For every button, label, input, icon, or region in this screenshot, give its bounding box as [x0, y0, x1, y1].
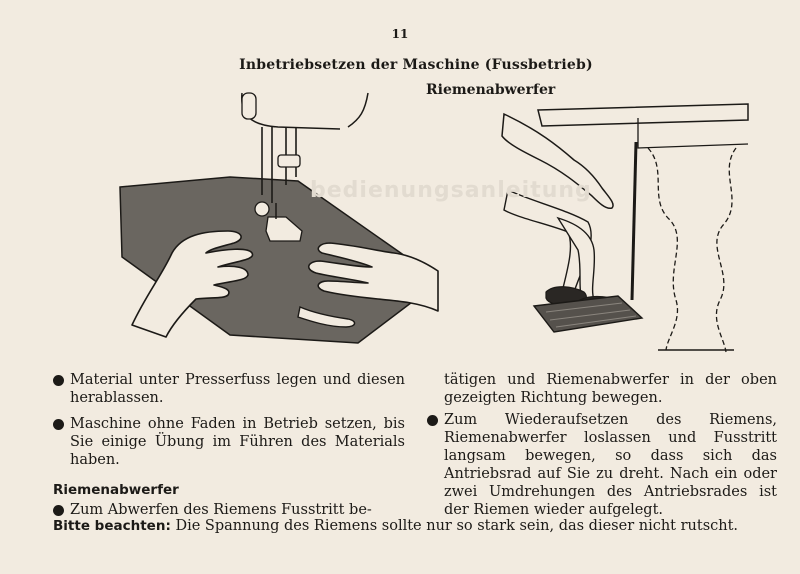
note [53, 518, 738, 534]
page-title: Inbetriebsetzen der Maschine (Fussbetrieb) [239, 57, 593, 73]
note-label: Bitte beachten: [53, 518, 171, 534]
list-item: Maschine ohne Faden in Betrieb setzen, bis Sie einige Übung im Führen des Materials haben. [53, 415, 405, 469]
bullet-icon [53, 375, 64, 386]
sewing-hands-illustration [110, 85, 440, 350]
list-item: Material unter Presserfuss legen und diesen herablassen. [53, 371, 405, 407]
watermark: bedienungsanleitung [310, 178, 592, 203]
list-item: Zum Wiederaufsetzen des Riemens, Riemenabwerfer loslassen und Fusstritt langsam bewegen, so dass sich das Antriebsrad auf Sie zu dreht. Nach ein oder zwei Umdrehungen des Antriebsrades ist der Riemen wieder aufgelegt. [427, 411, 777, 519]
subheading: Riemenabwerfer [53, 482, 179, 498]
right-column [427, 371, 777, 527]
note-text: Die Spannung des Riemens sollte nur so stark sein, das dieser nicht rutscht. [175, 518, 739, 534]
list-item: Zum Abwerfen des Riemens Fusstritt be- [53, 501, 405, 519]
illustration-caption: Riemenabwerfer [426, 82, 556, 98]
bullet-icon [53, 505, 64, 516]
treadle-illustration [498, 100, 758, 362]
bullet-icon [53, 419, 64, 430]
continued-text: tätigen und Riemenabwerfer in der oben gezeigten Richtung bewegen. [444, 372, 777, 406]
page-number: 11 [391, 27, 409, 41]
left-column [53, 371, 405, 527]
bullet-icon [427, 415, 438, 426]
